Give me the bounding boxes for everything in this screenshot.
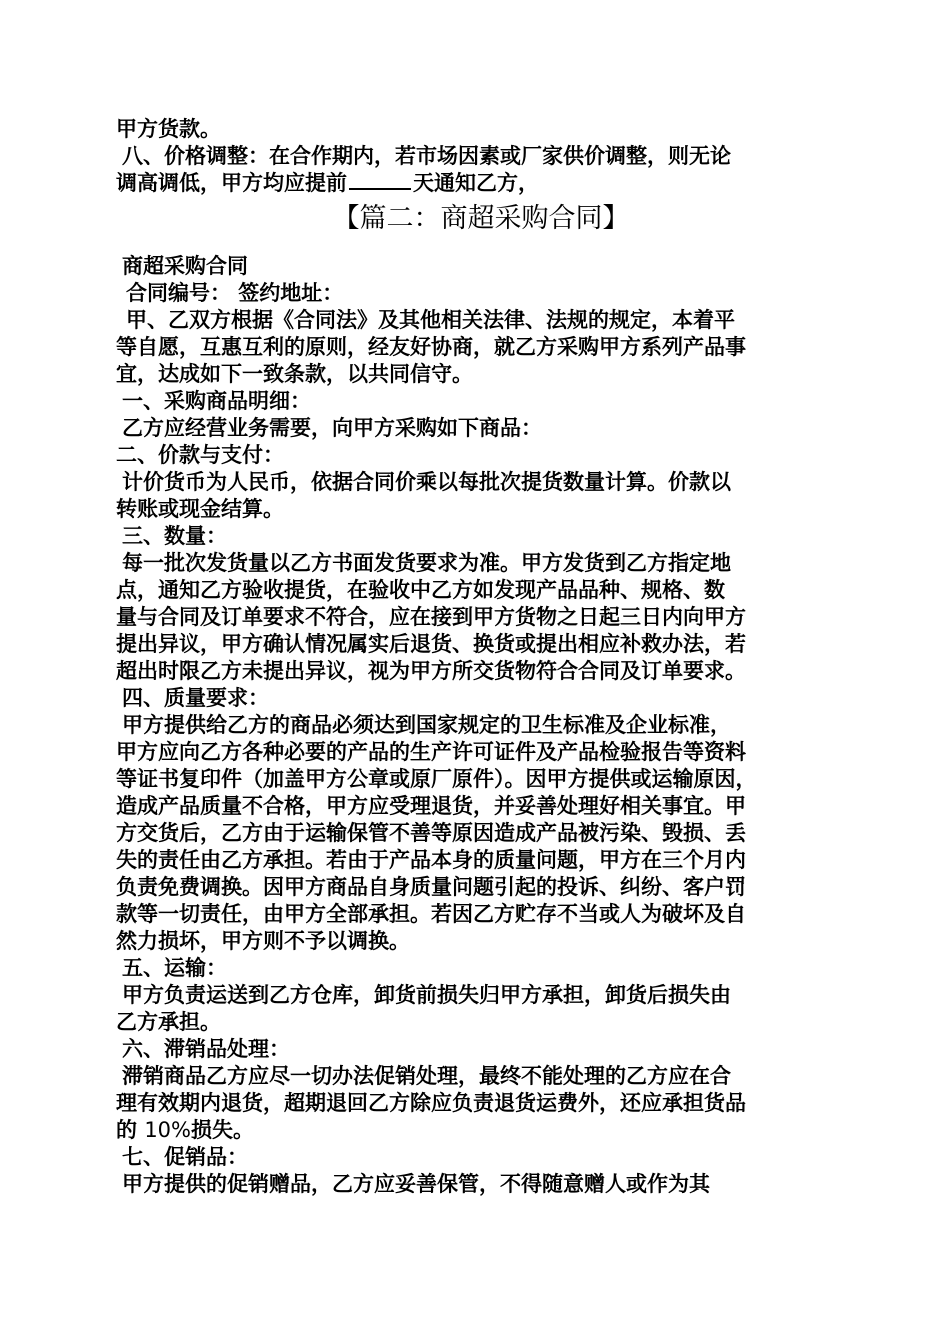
section-text: 甲方提供的促销赠品，乙方应妥善保管，不得随意赠人或作为其 <box>122 1172 710 1196</box>
chapter-title: 【篇二：商超采购合同】 <box>332 203 630 234</box>
section-text: 量与合同及订单要求不符合，应在接到甲方货物之日起三日内向甲方 <box>116 605 746 629</box>
section-heading: 五、运输： <box>122 956 227 980</box>
section-text: 甲方提供给乙方的商品必须达到国家规定的卫生标准及企业标准， <box>122 713 731 737</box>
section-text: 理有效期内退货，超期退回乙方除应负责退货运费外，还应承担货品 <box>116 1091 746 1115</box>
section-text: 乙方承担。 <box>116 1010 221 1034</box>
contract-title: 商超采购合同 <box>122 254 248 278</box>
section-heading: 二、价款与支付： <box>116 443 284 467</box>
clause-price-adjustment: 八、价格调整：在合作期内，若市场因素或厂家供价调整，则无论 <box>122 144 731 168</box>
section-text: 滞销商品乙方应尽一切办法促销处理，最终不能处理的乙方应在合 <box>122 1064 731 1088</box>
section-text: 等证书复印件（加盖甲方公章或原厂原件）。因甲方提供或运输原因， <box>116 767 757 791</box>
section-heading: 三、数量： <box>122 524 227 548</box>
section-text: 负责免费调换。因甲方商品自身质量问题引起的投诉、纠纷、客户罚 <box>116 875 746 899</box>
intro-line: 宜，达成如下一致条款，以共同信守。 <box>116 362 473 386</box>
section-text: 提出异议，甲方确认情况属实后退货、换货或提出相应补救办法，若 <box>116 632 746 656</box>
contract-number-line: 合同编号： 签约地址： <box>126 281 344 305</box>
section-text: 款等一切责任，由甲方全部承担。若因乙方贮存不当或人为破坏及自 <box>116 902 746 926</box>
section-text: 超出时限乙方未提出异议，视为甲方所交货物符合合同及订单要求。 <box>116 659 746 683</box>
section-text: 甲方负责运送到乙方仓库，卸货前损失归甲方承担，卸货后损失由 <box>122 983 731 1007</box>
section-text: 计价货币为人民币，依据合同价乘以每批次提货数量计算。价款以 <box>122 470 731 494</box>
text-fragment: 天通知乙方， <box>413 171 539 195</box>
percentage-value: 10% <box>144 1118 191 1142</box>
section-text: 乙方应经营业务需要，向甲方采购如下商品： <box>122 416 542 440</box>
section-heading: 一、采购商品明细： <box>122 389 311 413</box>
intro-line: 甲、乙双方根据《合同法》及其他相关法律、法规的规定，本着平 <box>126 308 735 332</box>
section-heading: 四、质量要求： <box>122 686 269 710</box>
document-page <box>116 116 846 1198</box>
text-fragment: 调高调低，甲方均应提前 <box>116 171 347 195</box>
section-text: 造成产品质量不合格，甲方应受理退货，并妥善处理好相关事宜。甲 <box>116 794 746 818</box>
section-text: 然力损坏，甲方则不予以调换。 <box>116 929 410 953</box>
section-text: 失的责任由乙方承担。若由于产品本身的质量问题，甲方在三个月内 <box>116 848 746 872</box>
intro-line: 等自愿，互惠互利的原则，经友好协商，就乙方采购甲方系列产品事 <box>116 335 746 359</box>
section-text: 点，通知乙方验收提货，在验收中乙方如发现产品品种、规格、数 <box>116 578 725 602</box>
text-fragment: 损失。 <box>191 1118 254 1142</box>
section-text: 每一批次发货量以乙方书面发货要求为准。甲方发货到乙方指定地 <box>122 551 731 575</box>
text-line <box>116 170 846 197</box>
section-text: 方交货后，乙方由于运输保管不善等原因造成产品被污染、毁损、丢 <box>116 821 746 845</box>
section-heading: 六、滞销品处理： <box>122 1037 290 1061</box>
section-text: 甲方应向乙方各种必要的产品的生产许可证件及产品检验报告等资料 <box>116 740 746 764</box>
section-text <box>116 1117 846 1144</box>
section-heading: 七、促销品： <box>122 1145 248 1169</box>
section-text: 转账或现金结算。 <box>116 497 284 521</box>
text-fragment: 的 <box>116 1118 137 1142</box>
fill-in-blank <box>349 170 411 190</box>
text-line: 甲方货款。 <box>116 117 221 141</box>
